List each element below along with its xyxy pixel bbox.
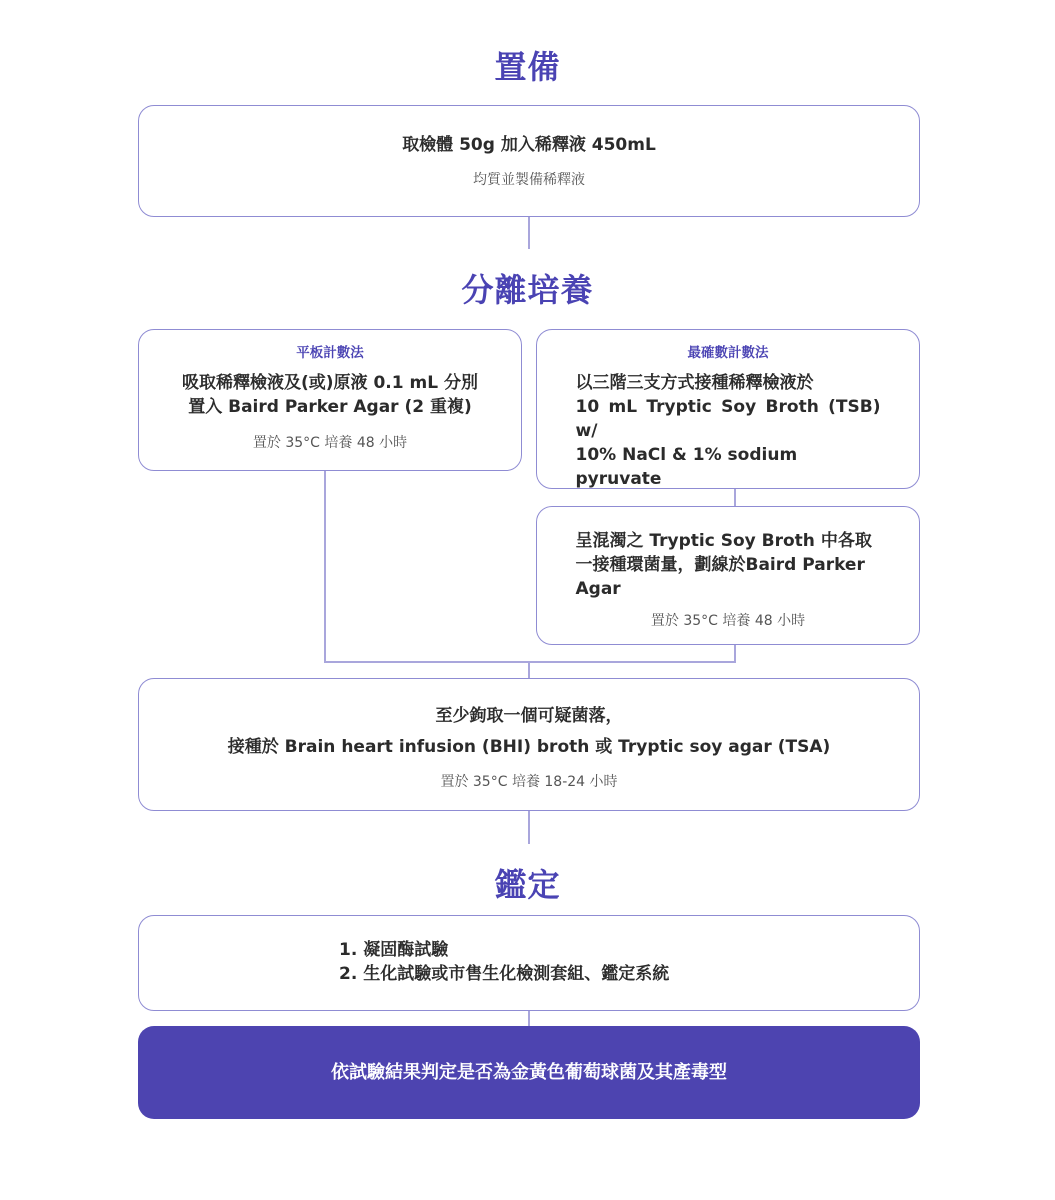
plate-count-box <box>138 329 522 471</box>
final-result-box <box>138 1026 920 1119</box>
mpn-method-line1: 以三階三支方式接種稀釋檢液於 <box>575 373 814 393</box>
mpn-method-tag: 最確數計數法 <box>687 345 769 361</box>
identification-tests-box <box>138 915 920 1011</box>
colony-pick-note: 置於 35°C 培養 18-24 小時 <box>440 774 618 790</box>
mpn-method-box <box>536 329 920 489</box>
test-item-coagulase: 1. 凝固酶試驗 <box>339 940 449 960</box>
colony-pick-line1: 至少鉤取一個可疑菌落， <box>435 706 623 726</box>
connector-line <box>528 1011 530 1026</box>
test-item-biochemical: 2. 生化試驗或市售生化檢測套組、鑑定系統 <box>339 964 670 984</box>
sample-prep-box <box>138 105 920 217</box>
plate-count-line1: 吸取稀釋檢液及(或)原液 0.1 mL 分別 <box>182 373 478 393</box>
connector-line <box>734 489 736 506</box>
plate-count-tag: 平板計數法 <box>296 345 364 361</box>
colony-pick-box <box>138 678 920 811</box>
section-heading-prepare: 置備 <box>494 48 561 86</box>
connector-line <box>324 661 736 663</box>
sample-prep-title: 取檢體 50g 加入稀釋液 450mL <box>402 135 656 155</box>
section-heading-identification: 鑑定 <box>494 866 561 904</box>
turbid-streak-line2: 一接種環菌量，劃線於Baird Parker <box>575 555 865 575</box>
connector-line <box>528 811 530 844</box>
turbid-streak-box <box>536 506 920 645</box>
turbid-streak-note: 置於 35°C 培養 48 小時 <box>650 613 806 629</box>
turbid-streak-line3: Agar <box>575 579 621 599</box>
plate-count-line2: 置入 Baird Parker Agar (2 重複) <box>188 397 472 417</box>
plate-count-note: 置於 35°C 培養 48 小時 <box>252 435 408 451</box>
mpn-method-line3: 10% NaCl & 1% sodium pyruvate <box>575 445 798 489</box>
connector-line <box>324 471 326 662</box>
connector-line <box>734 645 736 662</box>
mpn-method-line2: 10 mL Tryptic Soy Broth (TSB) w/ <box>575 397 881 441</box>
sample-prep-note: 均質並製備稀釋液 <box>473 172 585 188</box>
section-heading-isolation: 分離培養 <box>461 271 594 309</box>
connector-line <box>528 661 530 678</box>
turbid-streak-line1: 呈混濁之 Tryptic Soy Broth 中各取 <box>575 531 872 551</box>
final-result-text: 依試驗結果判定是否為金黃色葡萄球菌及其產毒型 <box>331 1062 727 1083</box>
connector-line <box>528 217 530 249</box>
colony-pick-line2: 接種於 Brain heart infusion (BHI) broth 或 Tryptic soy agar (TSA) <box>227 737 831 757</box>
